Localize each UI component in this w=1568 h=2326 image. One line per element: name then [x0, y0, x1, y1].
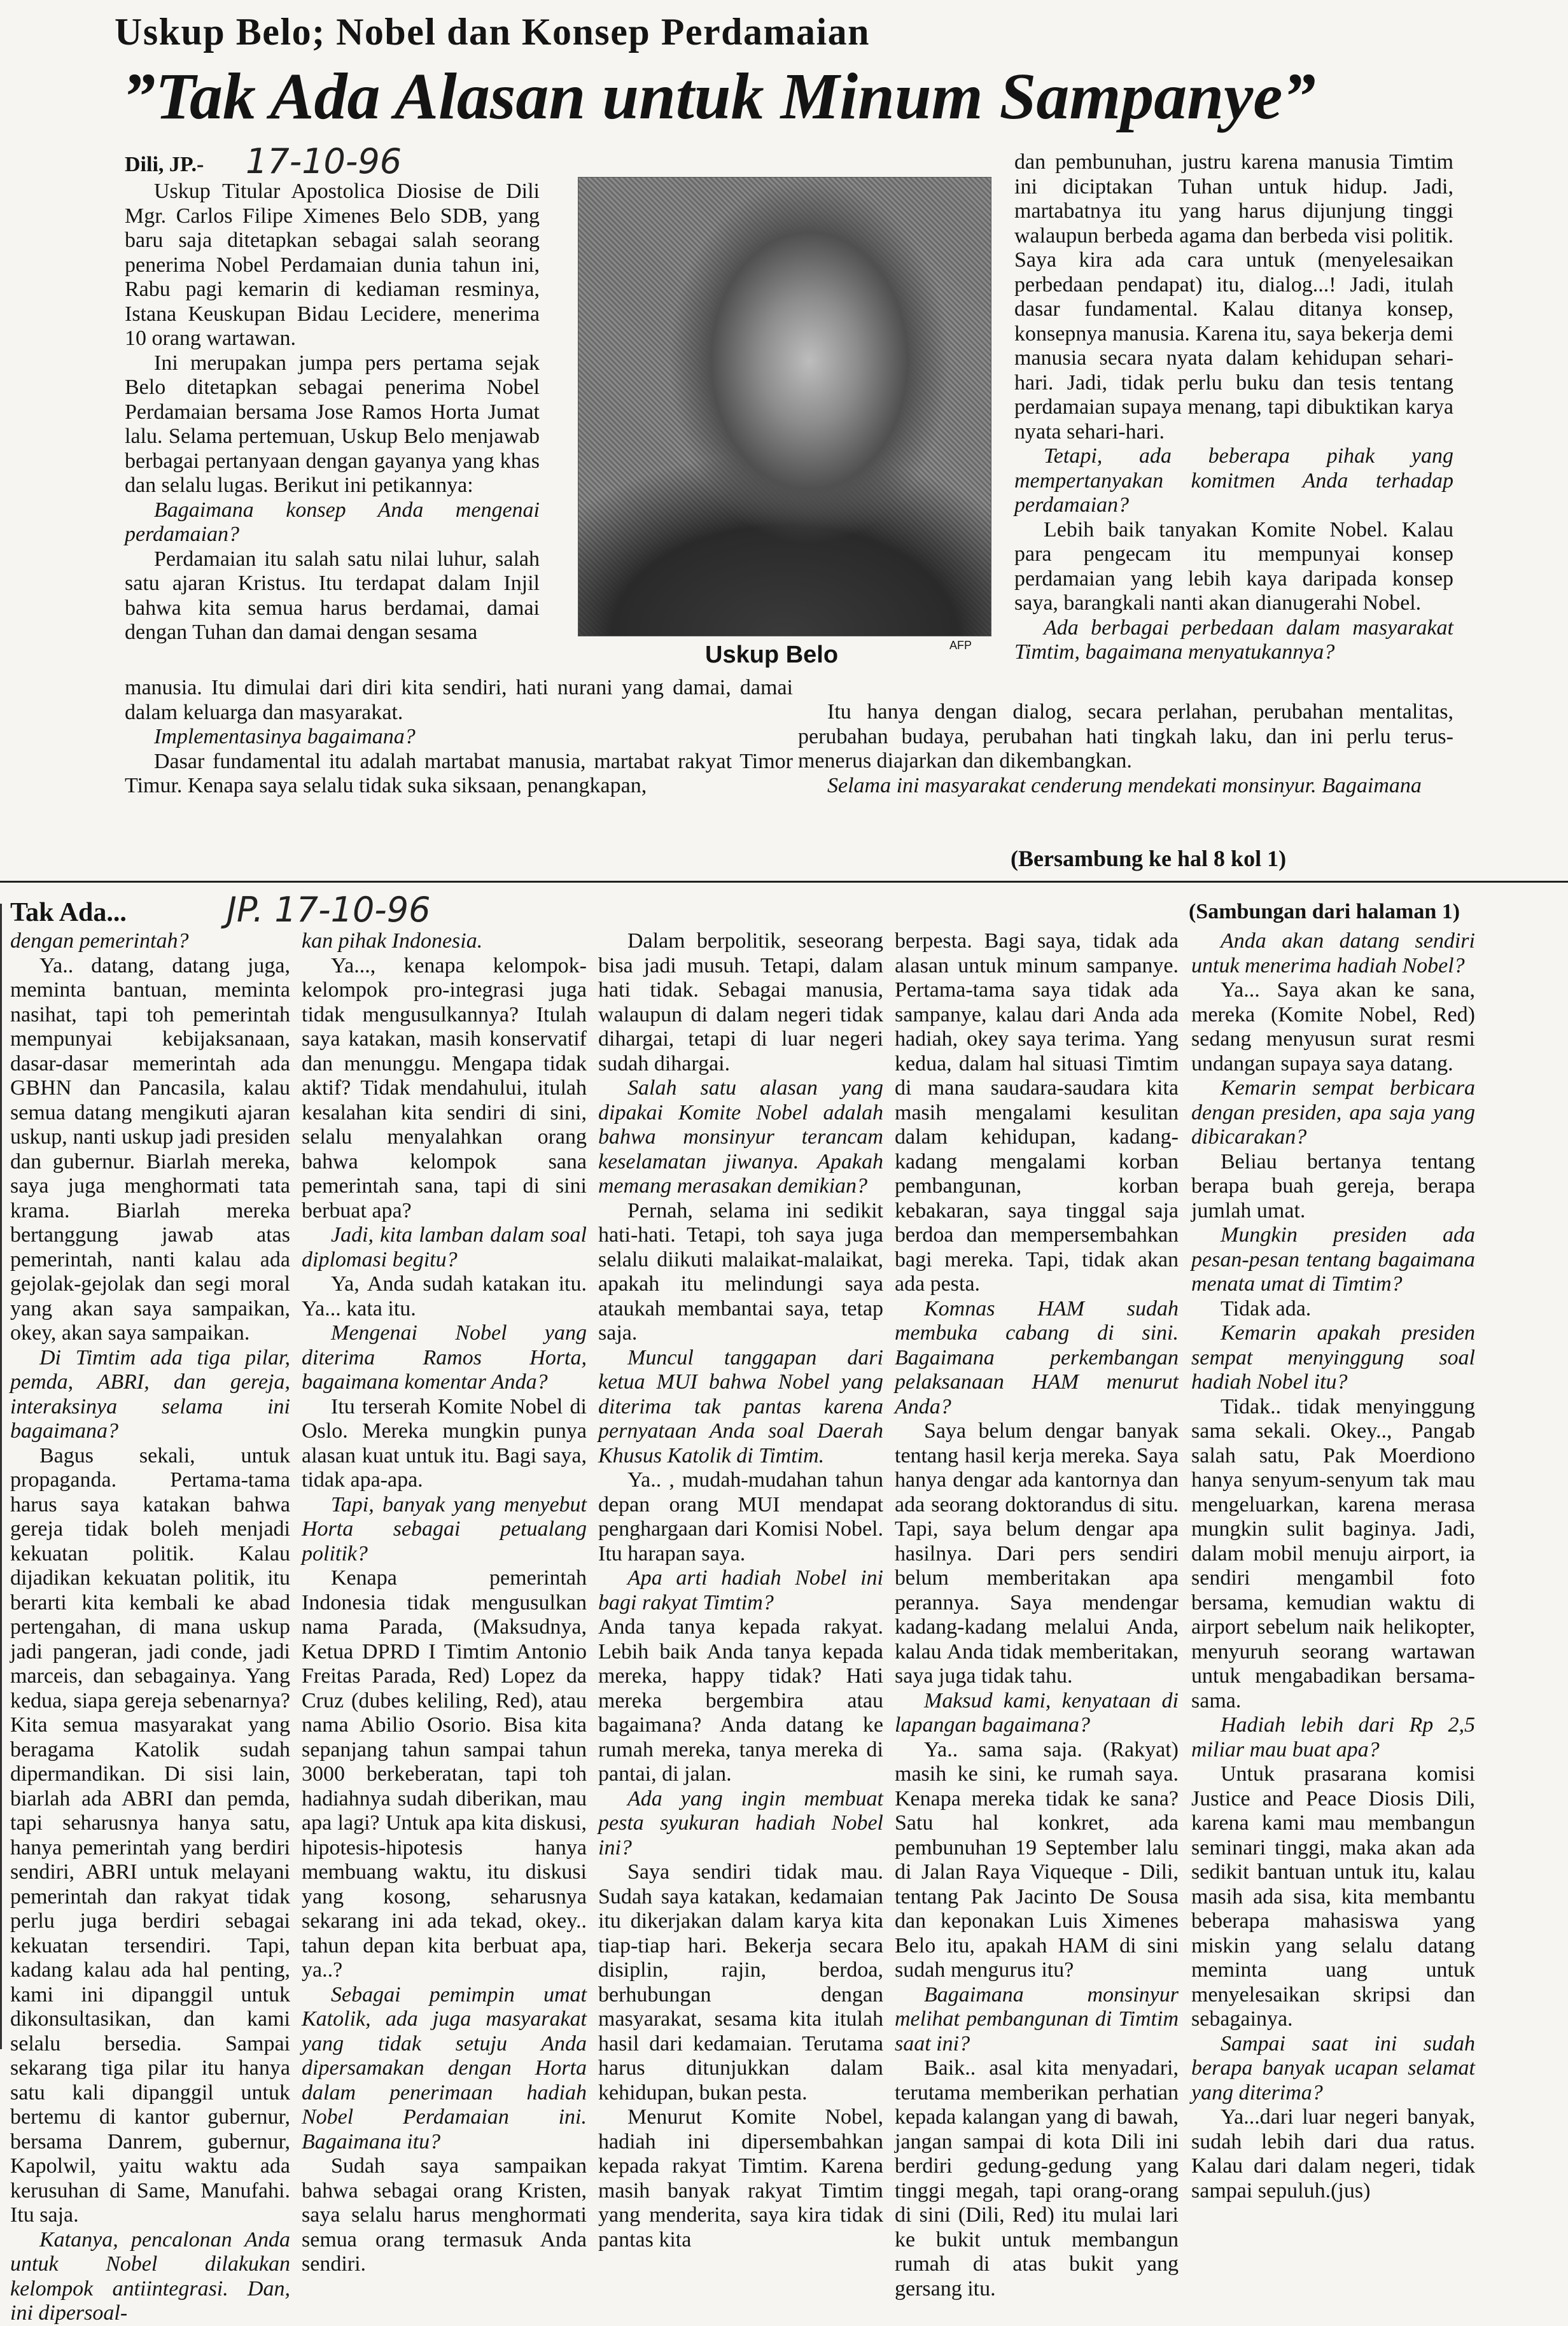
article-bottom-left [125, 676, 793, 822]
interview-question: Hadiah lebih dari Rp 2,5 miliar mau buat apa? [1191, 1713, 1475, 1762]
dateline-label: Dili, JP.- [125, 153, 204, 176]
article-paragraph: Baik.. asal kita menyadari, terutama memberikan perhatian kepada kalangan yang di bawah, jangan sampai di kota Dili ini berdiri gedung-gedung yang tinggi megah, tapi orang-orang di sini (Dili, Red) itu mulai lari ke bukit untuk membangun rumah di atas bukit yang gersang itu. [895, 2056, 1179, 2301]
continuation-column-2 [302, 929, 587, 2276]
article-paragraph: Itu hanya dengan dialog, secara perlahan, perubahan mentalitas, perubahan budaya, perubahan hati tingkah laku, dan ini perlu terus-menerus diajarkan dan dikembangkan. [798, 700, 1453, 773]
photo-uskup-belo [578, 177, 991, 636]
article-paragraph: Dalam berpolitik, seseorang bisa jadi musuh. Tetapi, dalam hati tidak. Sebagai manusia, walaupun di dalam negeri tidak dihargai, tetapi di luar negeri sudah dihargai. [598, 929, 883, 1075]
article-paragraph: Ya.. , mudah-mudahan tahun depan orang MUI mendapat penghargaan dari Komisi Nobel. Itu harapan saya. [598, 1468, 883, 1566]
article-paragraph: Beliau bertanya tentang berapa buah gereja, berapa jumlah umat. [1191, 1149, 1475, 1223]
article-paragraph: Pernah, selama ini sedikit hati-hati. Tetapi, toh saya juga selalu diikuti malaikat-malaikat, apakah itu melindungi saya ataukah membantai saya, tetap saja. [598, 1198, 883, 1345]
kicker-title: Uskup Belo; Nobel dan Konsep Perdamaian [115, 11, 871, 53]
interview-question: dengan pemerintah? [10, 929, 189, 953]
left-edge-line [0, 904, 2, 2049]
interview-question: Katanya, pencalonan Anda untuk Nobel dilakukan kelompok antiintegrasi. Dan, ini dipersoal- [10, 2227, 290, 2325]
continued-note: (Bersambung ke hal 8 kol 1) [1011, 846, 1287, 871]
interview-question: Bagaimana konsep Anda mengenai perdamaian? [125, 498, 540, 546]
interview-question: Tapi, banyak yang menyebut Horta sebagai petualang politik? [302, 1492, 587, 1566]
interview-question: Sebagai pemimpin umat Katolik, ada juga masyarakat yang tidak setuju Anda dipersamakan dengan Horta dalam penerimaan hadiah Nobel Perdamaian ini. Bagaimana itu? [302, 1982, 587, 2154]
article-paragraph: Itu terserah Komite Nobel di Oslo. Mereka mungkin punya alasan kuat untuk itu. Bagi saya, tidak apa-apa. [302, 1394, 587, 1492]
interview-question: Kemarin apakah presiden sempat menyinggung soal hadiah Nobel itu? [1191, 1321, 1475, 1394]
continuation-column-5 [1191, 929, 1475, 2203]
article-paragraph: Ya.. datang, datang juga, meminta bantuan, meminta nasihat, tapi toh pemerintah mempunyai kebijaksanaan, dasar-dasar memerintah ada GBHN dan Pancasila, kalau semua datang mengikuti ajaran uskup, nanti uskup jadi presiden dan gubernur. Biarlah mereka, saya juga menghormati tata krama. Biarlah mereka bertanggung jawab atas pemerintah, nanti kalau ada gejolak-gejolak dan segi moral yang akan saya sampaikan, okey, akan saya sampaikan. [10, 953, 290, 1345]
interview-question: Jadi, kita lamban dalam soal diplomasi begitu? [302, 1223, 587, 1272]
article-paragraph: Ya, Anda sudah katakan itu. Ya... kata itu. [302, 1272, 587, 1321]
interview-question: Maksud kami, kenyataan di lapangan bagaimana? [895, 1688, 1179, 1737]
continuation-column-4 [895, 929, 1179, 2301]
interview-question: Bagaimana monsinyur melihat pembangunan di Timtim saat ini? [895, 1982, 1179, 2056]
article-paragraph: dan pembunuhan, justru karena manusia Timtim ini diciptakan Tuhan untuk hidup. Jadi, martabatnya itu yang harus dijunjung tinggi walaupun berbeda agama dan berbeda visi politik. Saya kira ada cara untuk (menyelesaikan perbedaan pendapat) itu, dialog...! Jadi, itulah dasar fundamental. Kalau ditanya konsep, konsepnya manusia. Karena itu, saya bekerja demi manusia secara nyata dalam kehidupan sehari-hari. Jadi, tidak perlu buku dan tesis tentang perdamaian supaya menang, tapi dibuktikan karya nyata sehari-hari. [1014, 150, 1453, 444]
article-bottom-right [798, 700, 1453, 815]
article-column-2 [1014, 150, 1453, 685]
article-paragraph: Anda tanya kepada rakyat. Lebih baik Anda tanya kepada mereka, happy tidak? Hati mereka bergembira atau bagaimana? Anda datang ke rumah mereka, tanya mereka di pantai, di jalan. [598, 1615, 883, 1786]
article-paragraph: berpesta. Bagi saya, tidak ada alasan untuk minum sampanye. Pertama-tama saya tidak ada sampanye, kalau dari Anda ada hadiah, okey saya terima. Yang kedua, dalam hal situasi Timtim di mana saudara-saudara kita masih mengalami kesulitan dalam kehidupan, kadang-kadang mengalami korban pembangunan, korban kebakaran, saya tinggal saja berdoa dan mempersembahkan bagi mereka. Tapi, tidak akan ada pesta. [895, 929, 1179, 1296]
continuation-column-1 [10, 929, 290, 2325]
photo-credit: AFP [949, 639, 972, 652]
article-paragraph: Bagus sekali, untuk propaganda. Pertama-tama harus saya katakan bahwa gereja tidak boleh menjadi kekuatan politik. Kalau dijadikan kekuatan politik, itu berarti kita kembali ke abad pertengahan, di mana uskup jadi pangeran, jadi conde, jadi marceis, dan sebagainya. Yang kedua, siapa gereja sebenarnya? Kita semua masyarakat yang beragama Katolik sudah dipermandikan. Di sisi lain, biarlah ada ABRI dan pemda, tapi seharusnya hanya satu, hanya pemerintah yang berdiri sendiri, ABRI untuk melayani pemerintah dan rakyat tidak perlu juga berdiri sebagai kekuatan tersendiri. Tapi, kadang kalau ada hal penting, kami ini dipanggil untuk dikonsultasikan, dan kami selalu bersedia. Sampai sekarang tiga pilar itu hanya satu kali dipanggil untuk bertemu di kantor gubernur, bersama Danrem, gubernur, Kapolwil, yaitu waktu ada kerusuhan di Same, Manufahi. Itu saja. [10, 1443, 290, 2227]
article-paragraph: Saya sendiri tidak mau. Sudah saya katakan, kedamaian itu dikerjakan dalam karya kita tiap-tiap hari. Bekerja secara disiplin, rajin, berdoa, berhubungan dengan masyarakat, sesama kita itulah hasil dari kedamaian. Terutama harus ditunjukkan dalam kehidupan, bukan pesta. [598, 1860, 883, 2105]
interview-question: Tetapi, ada beberapa pihak yang mempertanyakan komitmen Anda terhadap perdamaian? [1014, 444, 1453, 517]
interview-question: Muncul tanggapan dari ketua MUI bahwa Nobel yang diterima tak pantas karena pernyataan Anda soal Daerah Khusus Katolik di Timtim. [598, 1345, 883, 1468]
headline: ”Tak Ada Alasan untuk Minum Sampanye” [122, 60, 1316, 133]
article-column-1 [125, 179, 540, 669]
interview-question: Apa arti hadiah Nobel ini bagi rakyat Timtim? [598, 1566, 883, 1615]
interview-question: Anda akan datang sendiri untuk menerima hadiah Nobel? [1191, 929, 1475, 977]
article-paragraph: Lebih baik tanyakan Komite Nobel. Kalau para pengecam itu mempunyai konsep perdamaian yang lebih kaya daripada konsep saya, barangkali nanti akan dianugerahi Nobel. [1014, 517, 1453, 615]
sambungan-note: (Sambungan dari halaman 1) [1189, 900, 1460, 923]
article-paragraph: Dasar fundamental itu adalah martabat manusia, martabat rakyat Timor Timur. Kenapa saya selalu tidak suka siksaan, penangkapan, [125, 749, 793, 797]
interview-question: Ada berbagai perbedaan dalam masyarakat Timtim, bagaimana menyatukannya? [1014, 615, 1453, 664]
article-paragraph: Tidak ada. [1221, 1296, 1312, 1321]
interview-question: Kemarin sempat berbicara dengan presiden, apa saja yang dibicarakan? [1191, 1076, 1475, 1149]
interview-question: Mungkin presiden ada pesan-pesan tentang bagaimana menata umat di Timtim? [1191, 1223, 1475, 1296]
interview-question: kan pihak Indonesia. [302, 929, 483, 953]
article-paragraph: Menurut Komite Nobel, hadiah ini dipersembahkan kepada rakyat Timtim. Karena masih banyak rakyat Timtim yang menderita, saya kira tidak pantas kita [598, 2105, 883, 2252]
interview-question: Selama ini masyarakat cenderung mendekati monsinyur. Bagaimana [827, 773, 1422, 797]
dateline [125, 153, 204, 177]
interview-question: Sampai saat ini sudah berapa banyak ucapan selamat yang diterima? [1191, 2031, 1475, 2105]
continuation-title: Tak Ada... [10, 898, 127, 927]
interview-question: Komnas HAM sudah membuka cabang di sini. Bagaimana perkembangan pelaksanaan HAM menurut Anda? [895, 1296, 1179, 1419]
article-paragraph: Ya.. sama saja. (Rakyat) masih ke sini, ke rumah saya. Kenapa mereka tidak ke sana? Satu hal konkret, ada pembunuhan 19 September lalu di Jalan Raya Viqueque - Dili, tentang Pak Jacinto De Sousa dan keponakan Luis Ximenes Belo itu, apakah HAM di sini sudah mengurus itu? [895, 1737, 1179, 1982]
article-paragraph: Ya...dari luar negeri banyak, sudah lebih dari dua ratus. Kalau dari dalam negeri, tidak sampai sepuluh.(jus) [1191, 2105, 1475, 2203]
article-paragraph: Ya..., kenapa kelompok-kelompok pro-integrasi juga tidak mengusulkannya? Itulah saya katakan, masih konservatif dan menunggu. Mengapa tidak aktif? Tidak mendahului, itulah kesalahan kita sendiri di sini, selalu menyalahkan orang bahwa kelompok sana pemerintah sana, tapi di sini berbuat apa? [302, 953, 587, 1223]
interview-question: Di Timtim ada tiga pilar, pemda, ABRI, dan gereja, interaksinya selama ini bagaimana? [10, 1345, 290, 1443]
section-divider [0, 881, 1568, 883]
article-paragraph: manusia. Itu dimulai dari diri kita sendiri, hati nurani yang damai, damai dalam keluarga dan masyarakat. [125, 676, 793, 724]
photo-caption: Uskup Belo [705, 641, 839, 668]
interview-question: Implementasinya bagaimana? [154, 725, 416, 748]
continuation-column-3 [598, 929, 883, 2252]
continuation-handwritten-date: JP. 17-10-96 [227, 890, 431, 930]
article-paragraph: Tidak.. tidak menyinggung sama sekali. Okey.., Pangab salah satu, Pak Moerdiono hanya senyum-senyum tak mau mengeluarkan, karena merasa mungkin sulit baginya. Jadi, dalam mobil menuju airport, ia sendiri mengambil foto bersama, kemudian waktu di airport sebelum naik helikopter, menyuruh seorang wartawan untuk mengabadikan bersama-sama. [1191, 1394, 1475, 1713]
interview-question: Salah satu alasan yang dipakai Komite Nobel adalah bahwa monsinyur terancam keselamatan jiwanya. Apakah memang merasakan demikian? [598, 1076, 883, 1198]
handwritten-date: 17-10-96 [246, 141, 402, 181]
interview-question: Mengenai Nobel yang diterima Ramos Horta, bagaimana komentar Anda? [302, 1321, 587, 1394]
article-paragraph: Uskup Titular Apostolica Diosise de Dili Mgr. Carlos Filipe Ximenes Belo SDB, yang baru saja ditetapkan sebagai salah seorang penerima Nobel Perdamaian dunia tahun ini, Rabu pagi kemarin di kediaman resminya, Istana Keuskupan Bidau Lecidere, menerima 10 orang wartawan. [125, 179, 540, 350]
article-paragraph: Ya... Saya akan ke sana, mereka (Komite Nobel, Red) sedang menyusun surat resmi undangan supaya saya datang. [1191, 978, 1475, 1075]
article-paragraph: Kenapa pemerintah Indonesia tidak mengusulkan nama Parada, (Maksudnya, Ketua DPRD I Timtim Antonio Freitas Parada, Red) Lopez da Cruz (dubes keliling, Red), atau nama Abilio Osorio. Bisa kita sepanjang tahun sampai tahun 3000 berkeberatan, tapi toh hadiahnya sudah diberikan, mau apa lagi? Untuk apa kita diskusi, hipotesis-hipotesis hanya membuang waktu, itu diskusi yang kosong, seharusnya sekarang ini ada tekad, okey.. tahun depan kita berbuat apa, ya..? [302, 1566, 587, 1982]
article-paragraph: Untuk prasarana komisi Justice and Peace Diosis Dili, karena kami mau membangun seminari tinggi, maka akan ada sedikit bantuan untuk itu, kalau masih ada sisa, kita membantu beberapa mahasiswa yang miskin yang selalu datang meminta uang untuk menyelesaikan skripsi dan sebagainya. [1191, 1762, 1475, 2031]
interview-question: Ada yang ingin membuat pesta syukuran hadiah Nobel ini? [598, 1786, 883, 1860]
article-paragraph: Ini merupakan jumpa pers pertama sejak Belo ditetapkan sebagai penerima Nobel Perdamaian bersama Jose Ramos Horta Jumat lalu. Selama pertemuan, Uskup Belo menjawab berbagai pertanyaan dengan gayanya yang khas dan selalu lugas. Berikut ini petikannya: [125, 351, 540, 497]
article-paragraph: Perdamaian itu salah satu nilai luhur, salah satu ajaran Kristus. Itu terdapat dalam Injil bahwa kita semua harus berdamai, damai dengan Tuhan dan damai dengan sesama [125, 547, 540, 644]
article-paragraph: Saya belum dengar banyak tentang hasil kerja mereka. Saya hanya dengar ada kantornya dan ada seorang doktorandus di situ. Tapi, saya belum dengar apa hasilnya. Dari pers sendiri belum memberitakan apa perannya. Saya mendengar kadang-kadang melalui Anda, kalau Anda tidak memberitakan, saya juga tidak tahu. [895, 1419, 1179, 1688]
article-paragraph: Sudah saya sampaikan bahwa sebagai orang Kristen, saya selalu harus menghormati semua orang termasuk Anda sendiri. [302, 2154, 587, 2276]
